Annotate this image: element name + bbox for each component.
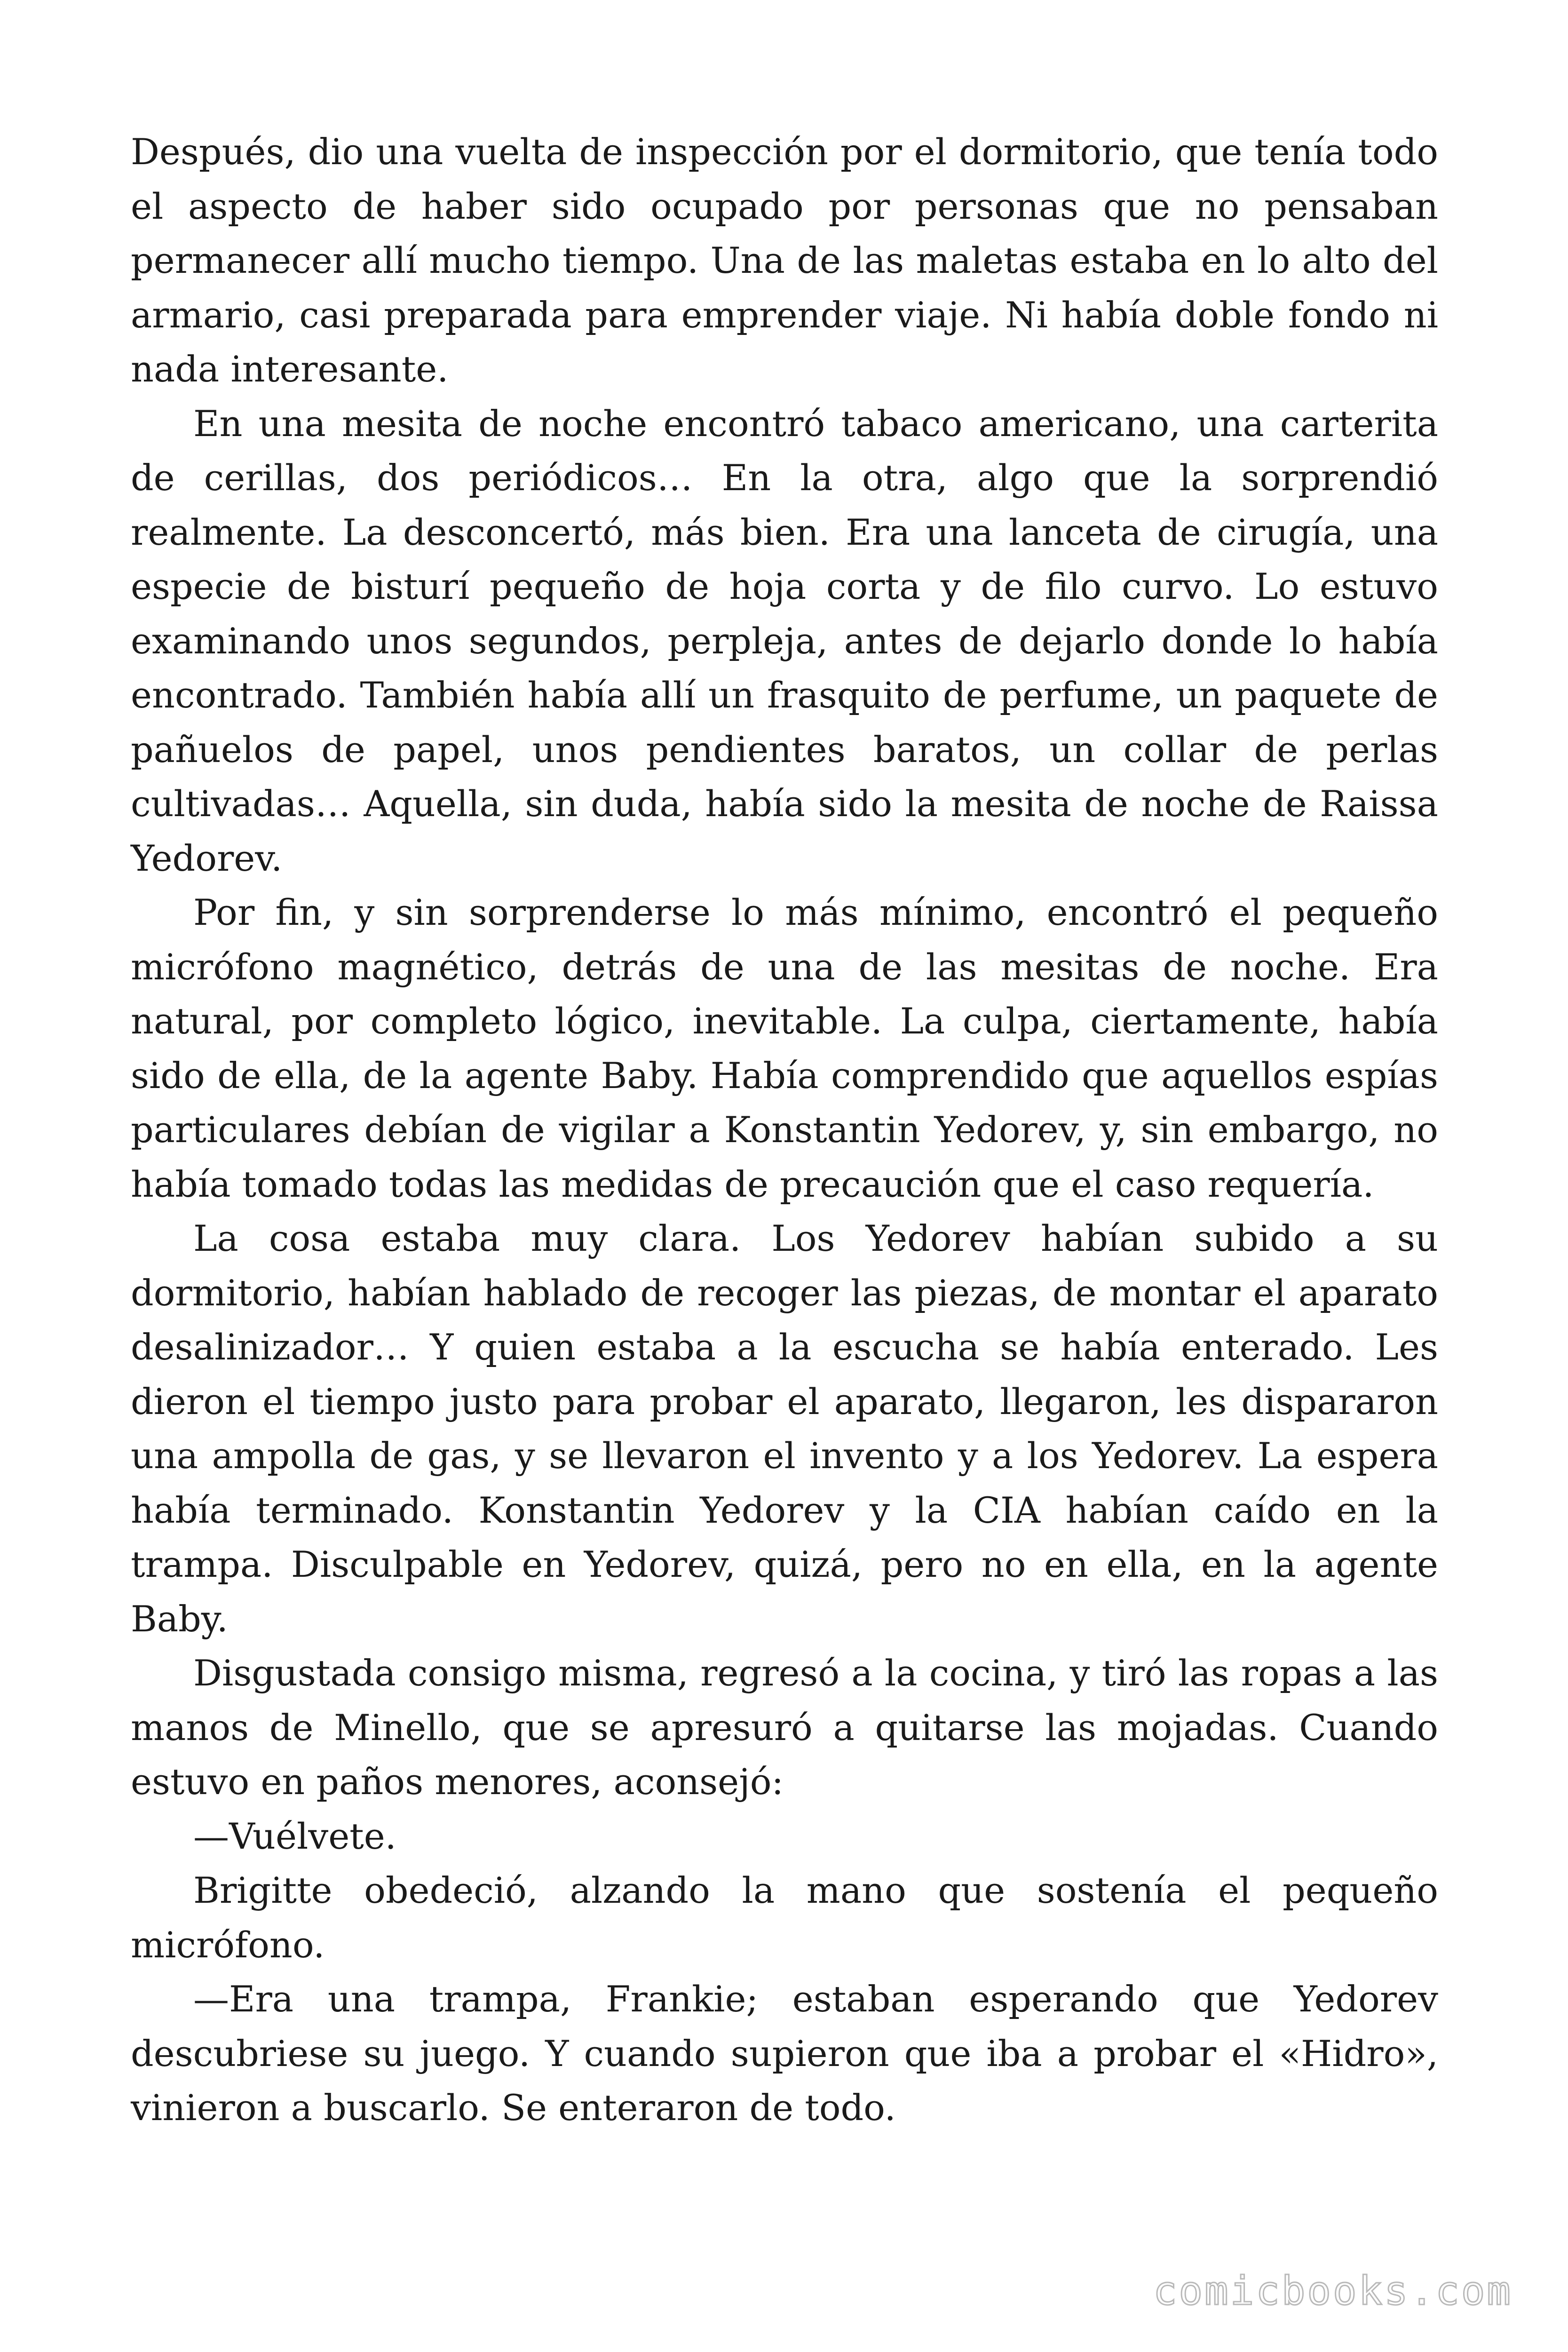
paragraph: Por fin, y sin sorprenderse lo más mínimo, encontró el pequeño micrófono magnético, detrás de una de las mesitas de noche. Era natural, por completo lógico, inevitable. La culpa, ciertamente, había sido de ella, de la agente Baby. Había comprendido que aquellos espías particulares debían de vigilar a Konstantin Yedorev, y, sin embargo, no había tomado todas las medidas de precaución que el caso requería. — [131, 891, 1438, 1205]
page-text-body — [131, 125, 1438, 2135]
paragraph: La cosa estaba muy clara. Los Yedorev habían subido a su dormitorio, habían hablado de recoger las piezas, de montar el aparato desalinizador… Y quien estaba a la escucha se había enterado. Les dieron el tiempo justo para probar el aparato, llegaron, les dispararon una ampolla de gas, y se llevaron el invento y a los Yedorev. La espera había terminado. Konstantin Yedorev y la CIA habían caído en la trampa. Disculpable en Yedorev, quizá, pero no en ella, en la agente Baby. — [131, 1217, 1438, 1640]
dialogue-line: —Era una trampa, Frankie; estaban esperando que Yedorev descubriese su juego. Y cuando supieron que iba a probar el «Hidro», vinieron a buscarlo. Se enteraron de todo. — [131, 1978, 1438, 2129]
paragraph: Disgustada consigo misma, regresó a la cocina, y tiró las ropas a las manos de Minello, que se apresuró a quitarse las mojadas. Cuando estuvo en paños menores, aconsejó: — [131, 1652, 1438, 1803]
watermark-logo: comicbooks.com — [1153, 2268, 1513, 2314]
paragraph: Brigitte obedeció, alzando la mano que sostenía el pequeño micrófono. — [131, 1869, 1438, 1966]
paragraph: Después, dio una vuelta de inspección por el dormitorio, que tenía todo el aspecto de haber sido ocupado por personas que no pensaban permanecer allí mucho tiempo. Una de las maletas estaba en lo alto del armario, casi preparada para emprender viaje. Ni había doble fondo ni nada interesante. — [131, 131, 1438, 390]
dialogue-line: —Vuélvete. — [193, 1815, 396, 1857]
paragraph: En una mesita de noche encontró tabaco americano, una carterita de cerillas, dos periódicos… En la otra, algo que la sorprendió realmente. La desconcertó, más bien. Era una lanceta de cirugía, una especie de bisturí pequeño de hoja corta y de filo curvo. Lo estuvo examinando unos segundos, perpleja, antes de dejarlo donde lo había encontrado. También había allí un frasquito de perfume, un paquete de pañuelos de papel, unos pendientes baratos, un collar de perlas cultivadas… Aquella, sin duda, había sido la mesita de noche de Raissa Yedorev. — [131, 402, 1438, 879]
